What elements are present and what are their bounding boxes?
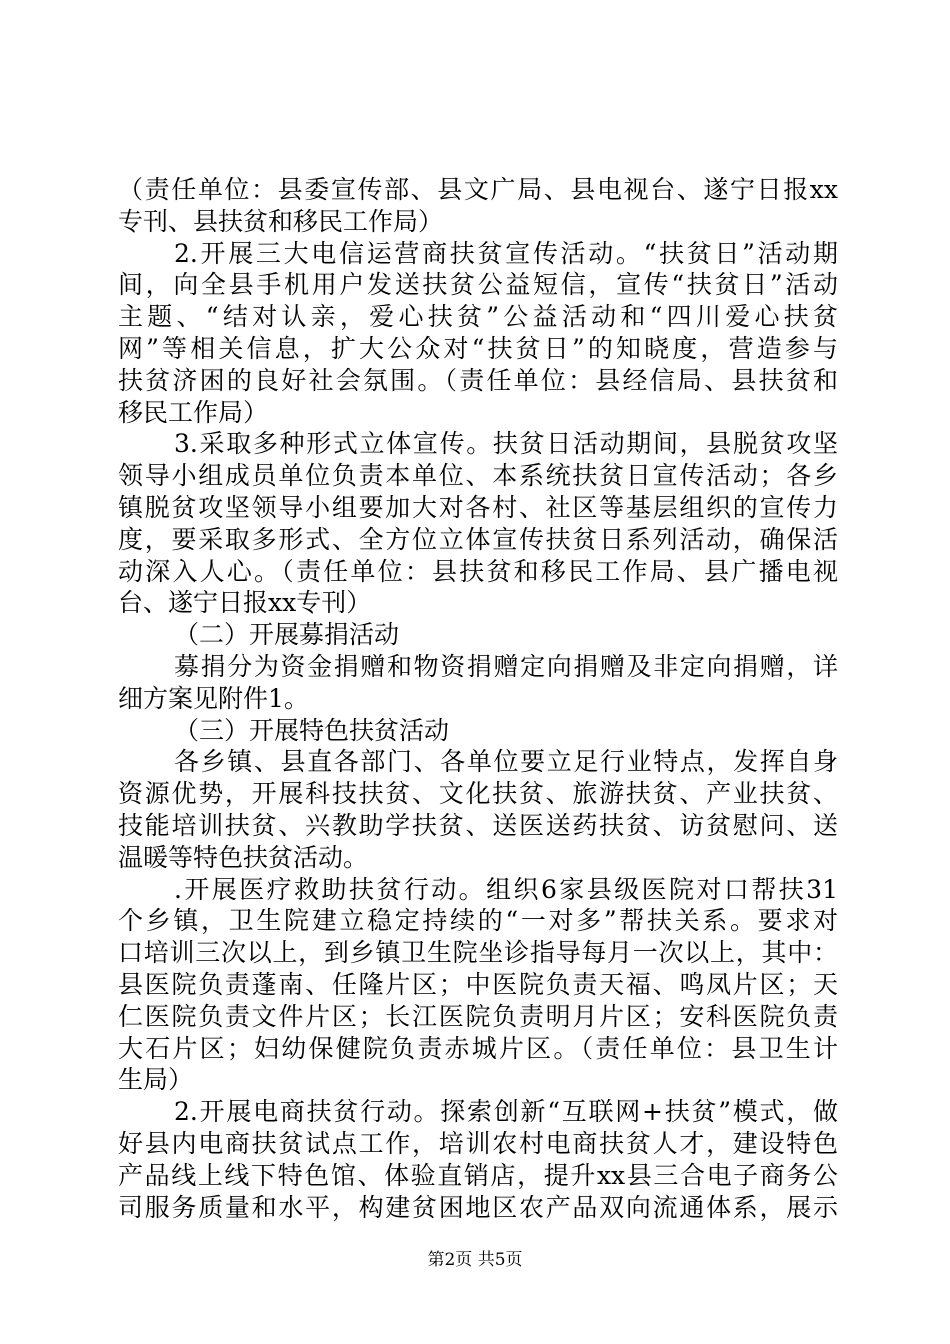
text-line: 2.开展三大电信运营商扶贫宣传活动。“扶贫日”活动期 (174, 238, 838, 268)
text-line: 专刊、县扶贫和移民工作局） (118, 206, 444, 236)
text-line: （责任单位：县委宣传部、县文广局、县电视台、遂宁日报xx (118, 175, 838, 204)
text-line: 募捐分为资金捐赠和物资捐赠定向捐赠及非定向捐赠，详 (174, 651, 838, 681)
text-line: 个乡镇，卫生院建立稳定持续的“一对多”帮扶关系。要求对 (118, 906, 838, 936)
text-line: 仁医院负责文件片区；长江医院负责明月片区；安科医院负责 (118, 1001, 838, 1031)
text-line: 生局） (118, 1065, 194, 1095)
text-line: 移民工作局） (118, 397, 269, 427)
text-line: （二）开展募捐活动 (174, 620, 400, 650)
text-line: 扶贫济困的良好社会氛围。（责任单位：县经信局、县扶贫和 (118, 365, 838, 395)
text-line: 资源优势，开展科技扶贫、文化扶贫、旅游扶贫、产业扶贫、 (118, 779, 838, 809)
text-line: 主题、“结对认亲，爱心扶贫”公益活动和“四川爱心扶贫 (118, 302, 838, 332)
text-line: 技能培训扶贫、兴教助学扶贫、送医送药扶贫、访贫慰问、送 (118, 810, 838, 840)
text-line: 3.采取多种形式立体宣传。扶贫日活动期间，县脱贫攻坚 (174, 429, 838, 459)
page-footer: 第2页 共5页 (427, 1250, 523, 1270)
text-line: 领导小组成员单位负责本单位、本系统扶贫日宣传活动；各乡 (118, 461, 838, 491)
document-body (118, 174, 838, 1223)
text-line: .开展医疗救助扶贫行动。组织6家县级医院对口帮扶31 (174, 874, 838, 904)
text-line: 口培训三次以上，到乡镇卫生院坐诊指导每月一次以上，其中： (118, 938, 838, 968)
text-line: 度，要采取多形式、全方位立体宣传扶贫日系列活动，确保活 (118, 524, 838, 554)
text-line: 好县内电商扶贫试点工作，培训农村电商扶贫人才，建设特色 (118, 1128, 838, 1158)
text-line: 县医院负责蓬南、任隆片区；中医院负责天福、鸣凤片区；天 (118, 969, 838, 999)
text-line: 动深入人心。（责任单位：县扶贫和移民工作局、县广播电视 (118, 556, 838, 586)
text-line: 温暖等特色扶贫活动。 (118, 842, 369, 872)
text-line: 司服务质量和水平，构建贫困地区农产品双向流通体系，展示 (118, 1192, 838, 1222)
text-line: 细方案见附件1。 (118, 683, 309, 713)
text-line: 大石片区；妇幼保健院负责赤城片区。（责任单位：县卫生计 (118, 1033, 838, 1063)
text-line: 各乡镇、县直各部门、各单位要立足行业特点，发挥自身 (174, 747, 838, 777)
text-line: （三）开展特色扶贫活动 (174, 715, 450, 745)
text-line: 镇脱贫攻坚领导小组要加大对各村、社区等基层组织的宣传力 (118, 492, 838, 522)
text-line: 间，向全县手机用户发送扶贫公益短信，宣传“扶贫日”活动 (118, 270, 838, 300)
text-line: 网”等相关信息，扩大公众对“扶贫日”的知晓度，营造参与 (118, 333, 838, 363)
text-line: 2.开展电商扶贫行动。探索创新“互联网+扶贫”模式，做 (174, 1097, 838, 1127)
text-line: 台、遂宁日报xx专刊） (118, 588, 372, 618)
text-line: 产品线上线下特色馆、体验直销店，提升xx县三合电子商务公 (118, 1160, 838, 1190)
